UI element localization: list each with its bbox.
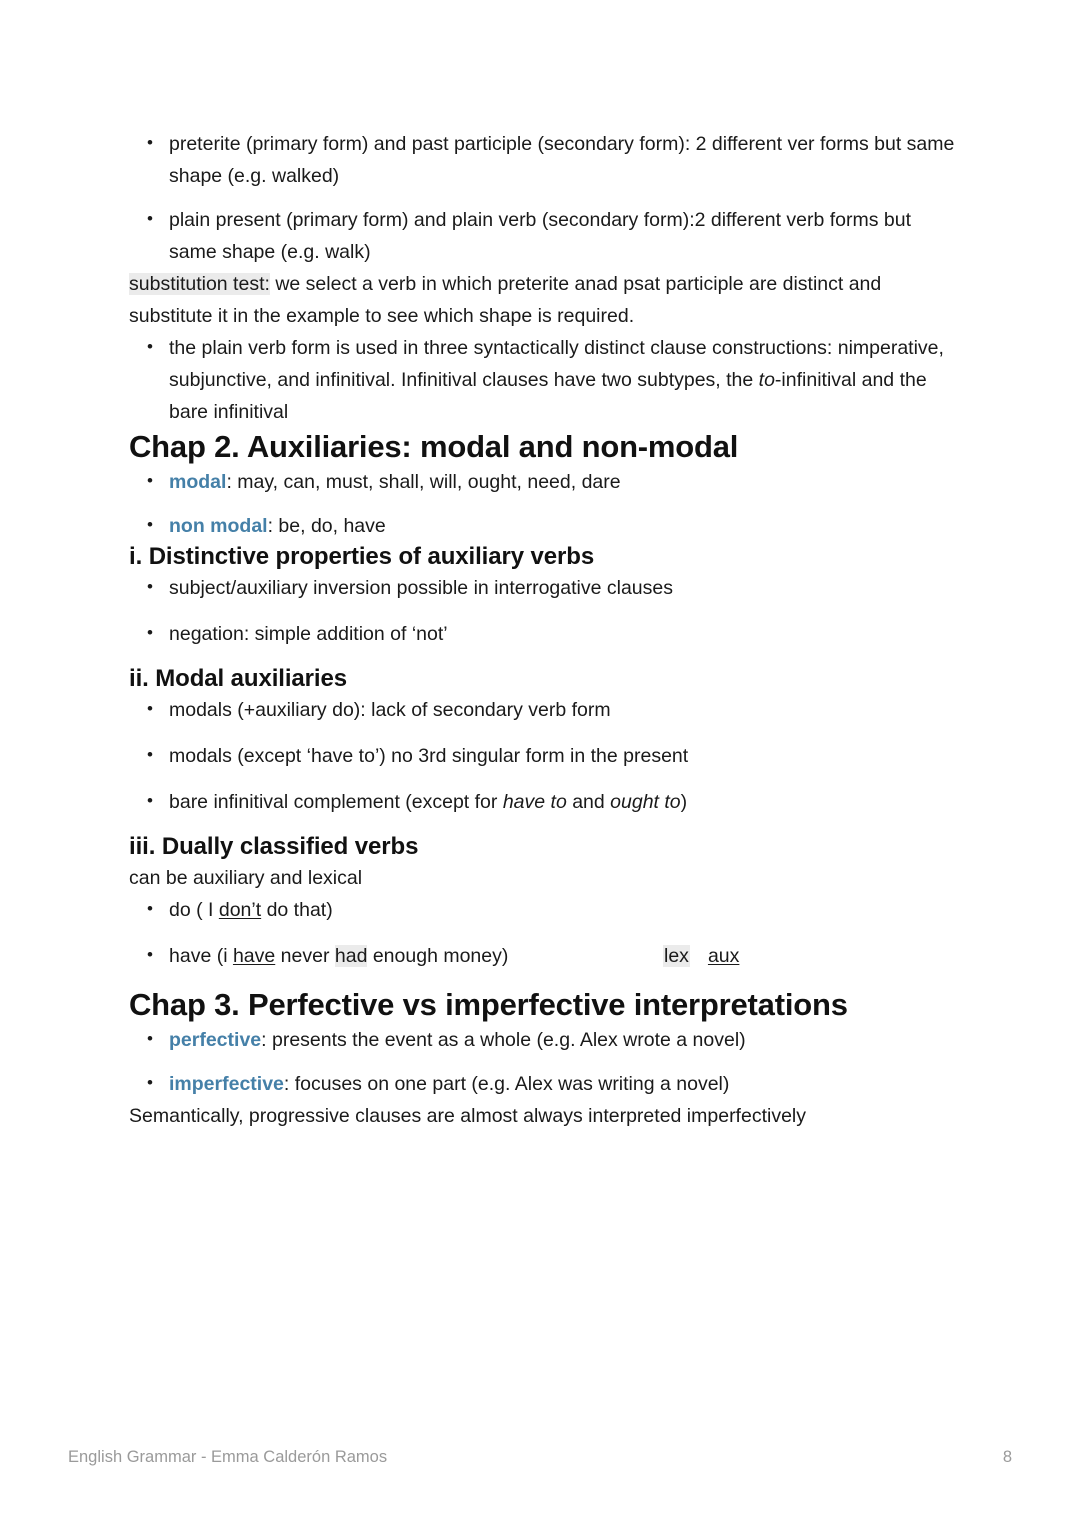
bullet-text-italic-ought-to: ought to xyxy=(610,791,681,813)
section-ii-bullet-list xyxy=(129,694,959,818)
highlighted-had: had xyxy=(334,945,368,967)
list-item xyxy=(129,204,959,268)
list-item xyxy=(129,572,959,604)
list-item xyxy=(129,940,959,972)
chapter-3-bullet-list xyxy=(129,1024,959,1100)
bullet-text-part2: ) xyxy=(680,791,688,813)
list-item xyxy=(129,694,959,726)
list-item xyxy=(129,1068,959,1100)
bullet-text: plain present (primary form) and plain verb (secondary form):2 different verb forms but same shape (e.g. walk) xyxy=(169,209,912,263)
list-item xyxy=(129,332,959,428)
bullet-text: preterite (primary form) and past participle (secondary form): 2 different ver forms but same shape (e.g. walked) xyxy=(169,133,955,187)
bullet-text-pre: do ( I xyxy=(169,899,219,921)
term-definition: : presents the event as a whole (e.g. Alex wrote a novel) xyxy=(261,1029,746,1051)
bullet-text-mid: never xyxy=(275,945,335,967)
section-ii-heading: ii. Modal auxiliaries xyxy=(129,665,347,692)
list-item xyxy=(129,618,959,650)
annotation-lex: lex xyxy=(664,945,689,967)
bullet-text-pre: have (i xyxy=(169,945,233,967)
substitution-test-paragraph xyxy=(129,268,959,332)
term-modal: modal xyxy=(169,471,227,493)
chapter-2-heading: Chap 2. Auxiliaries: modal and non-modal xyxy=(129,429,739,464)
bullet-text-part1: the plain verb form is used in three syntactically distinct clause constructions: nimperative, subjunctive, and infinitival. Infinitival clauses have two subtypes, the xyxy=(169,337,944,391)
top-bullet-list xyxy=(129,128,959,268)
bullet-text: modals (except ‘have to’) no 3rd singular form in the present xyxy=(169,745,689,767)
chapter-2-bullet-list xyxy=(129,466,959,542)
section-iii-heading: iii. Dually classified verbs xyxy=(129,833,419,860)
list-item xyxy=(129,1024,959,1056)
list-item xyxy=(129,786,959,818)
substitution-test-body: we select a verb in which preterite anad psat participle are distinct and substitute it in the example to see which shape is required. xyxy=(129,273,882,327)
list-item xyxy=(129,894,959,926)
bullet-text-italic: to xyxy=(758,369,775,391)
bullet-text-post: enough money) xyxy=(367,945,509,967)
annotation-aux: aux xyxy=(707,945,740,967)
term-definition: : focuses on one part (e.g. Alex was writing a novel) xyxy=(283,1073,730,1095)
section-i-heading: i. Distinctive properties of auxiliary verbs xyxy=(129,543,595,570)
substitution-test-label: substitution test: xyxy=(129,273,270,295)
term-definition: : be, do, have xyxy=(267,515,386,537)
page-footer xyxy=(68,1448,1012,1467)
plain-verb-bullet-list xyxy=(129,332,959,428)
section-iii-bullet-list xyxy=(129,894,959,972)
list-item xyxy=(129,510,959,542)
page-content xyxy=(129,128,959,1132)
bullet-text: negation: simple addition of ‘not’ xyxy=(169,623,448,645)
footer-title: English Grammar - Emma Calderón Ramos xyxy=(68,1448,388,1466)
bullet-text-mid: and xyxy=(566,791,611,813)
list-item xyxy=(129,740,959,772)
underlined-dont: don’t xyxy=(218,899,262,921)
bullet-text-part1: bare infinitival complement (except for xyxy=(169,791,503,813)
bullet-text-post: do that) xyxy=(261,899,333,921)
term-imperfective: imperfective xyxy=(169,1073,284,1095)
bullet-text: subject/auxiliary inversion possible in interrogative clauses xyxy=(169,577,674,599)
term-perfective: perfective xyxy=(169,1029,262,1051)
list-item xyxy=(129,128,959,192)
section-i-bullet-list xyxy=(129,572,959,650)
page-number: 8 xyxy=(1002,1448,1012,1466)
underlined-have: have xyxy=(232,945,276,967)
bullet-text: modals (+auxiliary do): lack of secondary verb form xyxy=(169,699,611,721)
lex-aux-annotation xyxy=(663,940,739,972)
term-non-modal: non modal xyxy=(169,515,268,537)
list-item xyxy=(129,466,959,498)
section-iii-intro: can be auxiliary and lexical xyxy=(129,867,363,889)
chapter-3-closing-paragraph: Semantically, progressive clauses are almost always interpreted imperfectively xyxy=(129,1105,806,1127)
term-definition: : may, can, must, shall, will, ought, need, dare xyxy=(226,471,621,493)
bullet-text-part2: -infinitival and the bare infinitival xyxy=(169,369,927,423)
chapter-3-heading: Chap 3. Perfective vs imperfective interpretations xyxy=(129,987,848,1022)
bullet-text-italic-have-to: have to xyxy=(502,791,567,813)
